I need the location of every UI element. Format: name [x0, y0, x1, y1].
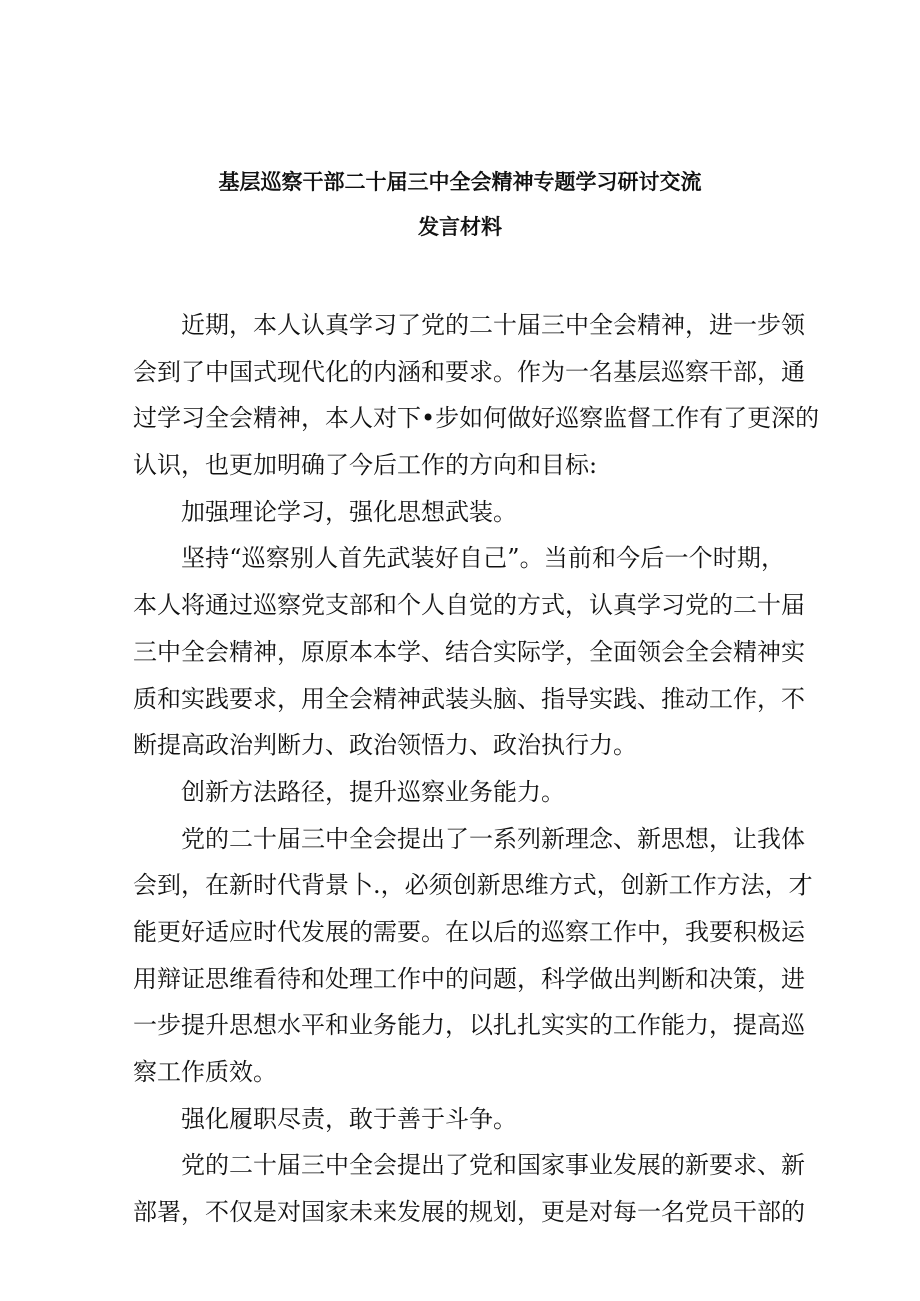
text-line: 一步提升思想水平和业务能力，以扎扎实实的工作能力，提高巡: [133, 1011, 805, 1040]
text-line: 部署，不仅是对国家未来发展的规划，更是对每一名党员干部的: [133, 1198, 805, 1227]
text-line: 党的二十届三中全会提出了党和国家事业发展的新要求、新: [181, 1151, 805, 1180]
text-line: 三中全会精神，原原本本学、结合实际学，全面领会全会精神实: [133, 637, 805, 666]
document-title-line-2: 发言材料: [418, 214, 502, 239]
text-line: 强化履职尽责，敢于善于斗争。: [181, 1104, 517, 1133]
text-line: 会到，在新时代背景卜.，必须创新思维方式，创新工作方法，才: [133, 871, 813, 900]
text-line: 断提高政治判断力、政治领悟力、政治执行力。: [133, 731, 637, 760]
text-line: 认识，也更加明确了今后工作的方向和目标:: [133, 451, 598, 480]
document-body: [133, 302, 820, 1236]
text-line: 近期，本人认真学习了党的二十届三中全会精神，进一步领: [181, 311, 805, 339]
text-line: 察工作质效。: [133, 1058, 277, 1086]
text-line: 用辩证思维看待和处理工作中的问题，科学做出判断和决策，进: [133, 964, 805, 993]
text-line: 加强理论学习，强化思想武装。: [181, 497, 517, 526]
text-line: 坚持“巡察别人首先武装好自己”。当前和今后一个时期，: [181, 544, 785, 573]
document-title-line-1: 基层巡察干部二十届三中全会精神专题学习研讨交流: [218, 169, 702, 194]
text-line: 会到了中国式现代化的内涵和要求。作为一名基层巡察干部，通: [133, 357, 805, 386]
text-line: 能更好适应时代发展的需要。在以后的巡察工作中，我要积极运: [133, 917, 805, 946]
text-line: 本人将通过巡察党支部和个人自觉的方式，认真学习党的二十届: [133, 591, 805, 620]
text-line: 过学习全会精神，本人对下•步如何做好巡察监督工作有了更深的: [133, 404, 820, 433]
text-line: 创新方法路径，提升巡察业务能力。: [181, 777, 565, 806]
text-line: 质和实践要求，用全会精神武装头脑、指导实践、推动工作，不: [133, 684, 805, 713]
text-line: 党的二十届三中全会提出了一系列新理念、新思想，让我体: [181, 824, 805, 853]
